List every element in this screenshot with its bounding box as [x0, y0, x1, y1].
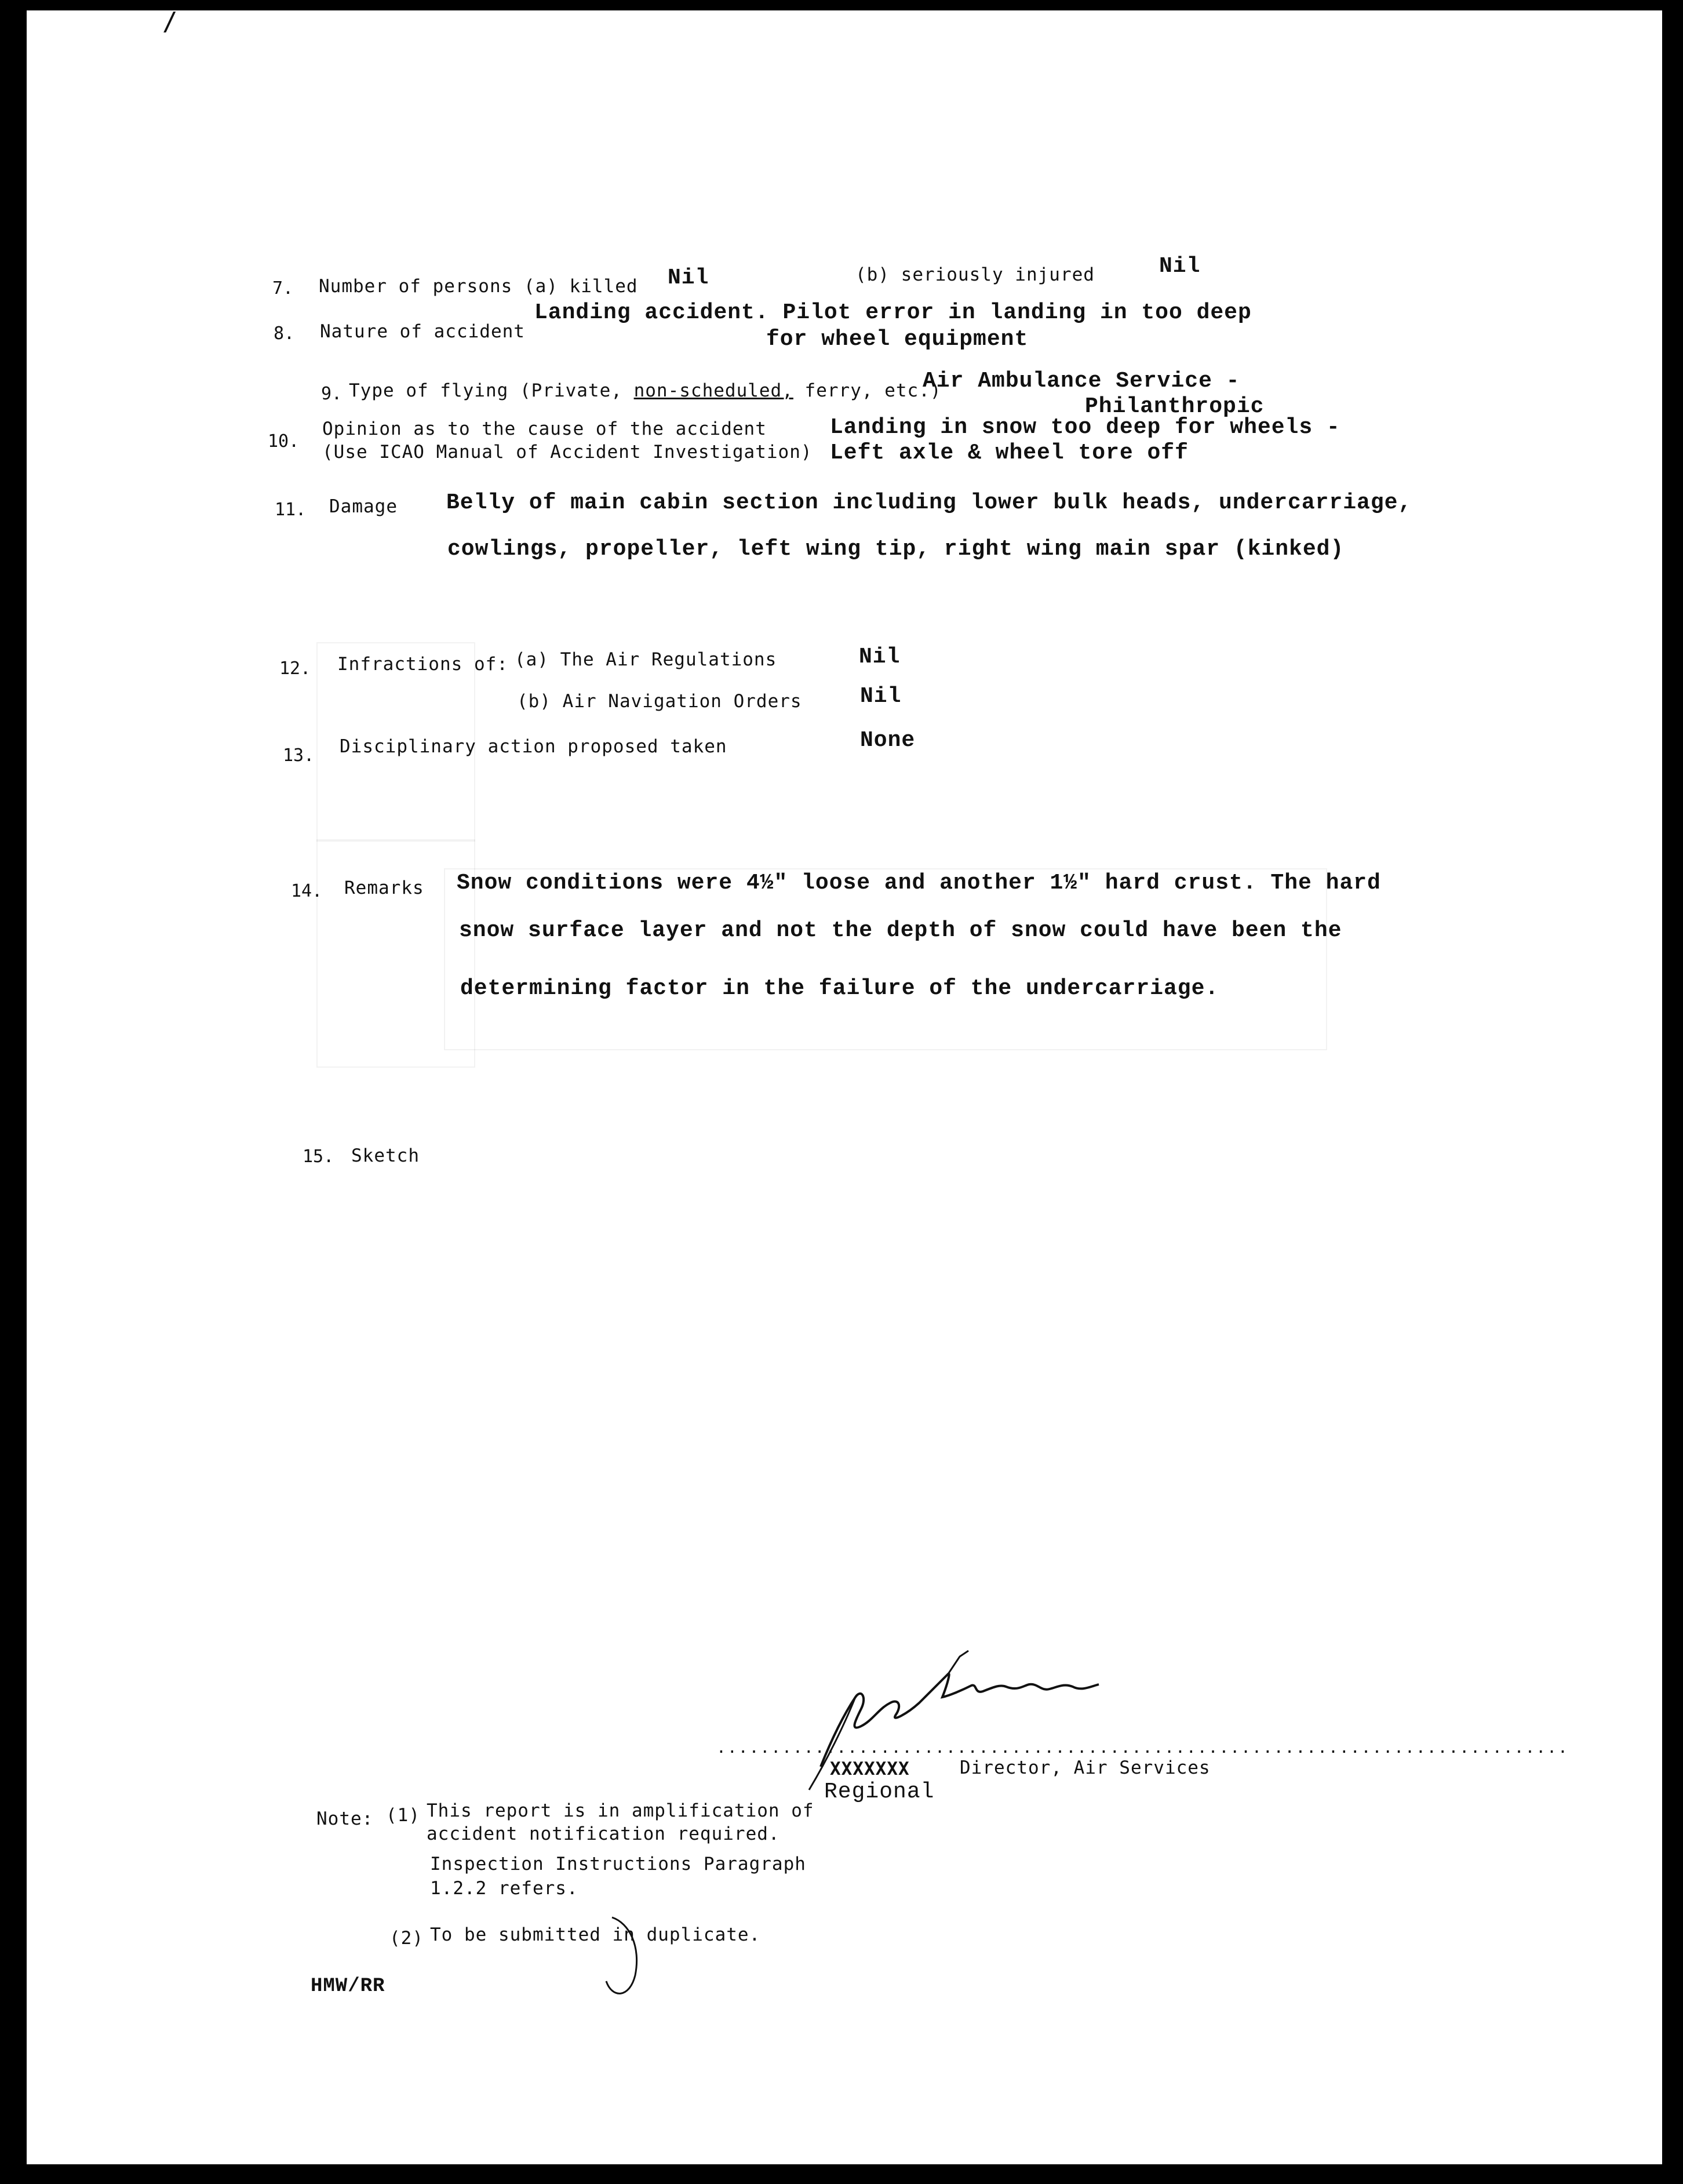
- item-11-value-line2: cowlings, propeller, left wing tip, right wing main spar (kinked): [447, 537, 1345, 562]
- item-12b-value: Nil: [860, 684, 902, 709]
- item-13-number: 13.: [283, 745, 315, 766]
- item-8-value-line2: for wheel equipment: [766, 327, 1029, 352]
- item-11-label: Damage: [329, 496, 398, 517]
- item-14-line2: snow surface layer and not the depth of snow could have been the: [459, 918, 1342, 943]
- margin-mark: /: [162, 7, 178, 37]
- item-9-label-post: ferry, etc.): [793, 380, 942, 401]
- item-14-label: Remarks: [344, 878, 424, 898]
- item-7-injured-label: (b) seriously injured: [855, 264, 1095, 285]
- item-11-number: 11.: [275, 500, 307, 520]
- item-10-label-line1: Opinion as to the cause of the accident: [322, 418, 767, 439]
- item-10-value-line2: Left axle & wheel tore off: [830, 441, 1189, 465]
- item-8-value-line1: Landing accident. Pilot error in landing in too deep: [534, 300, 1252, 325]
- item-15-label: Sketch: [351, 1145, 420, 1166]
- note-1-line3: Inspection Instructions Paragraph: [430, 1854, 806, 1874]
- signature-struck-word: XXXXXXX: [830, 1759, 910, 1779]
- note-label: Note:: [316, 1808, 374, 1829]
- item-9-label: [349, 380, 942, 401]
- item-8-number: 8.: [274, 323, 295, 344]
- signature-dotted-line: ..............................................................................: [716, 1738, 1569, 1757]
- item-10-number: 10.: [268, 431, 300, 452]
- item-7-injured-value: Nil: [1159, 254, 1201, 279]
- item-7-number: 7.: [272, 278, 294, 299]
- item-10-label-line2: (Use ICAO Manual of Accident Investigation): [322, 442, 813, 463]
- item-9-label-pre: Type of flying (Private,: [349, 380, 634, 401]
- note-1-line1: This report is in amplification of: [427, 1800, 814, 1821]
- item-9-label-underlined: non-scheduled,: [633, 380, 793, 401]
- item-14-line1: Snow conditions were 4½" loose and another 1½" hard crust. The hard: [457, 871, 1381, 896]
- item-12b-label: (b) Air Navigation Orders: [517, 691, 802, 712]
- handwritten-regional: Regional: [824, 1779, 935, 1804]
- item-9-number: 9.: [321, 384, 343, 404]
- item-12-label: Infractions of:: [337, 654, 508, 675]
- item-12a-value: Nil: [859, 645, 901, 669]
- item-9-value-line2: Philanthropic: [1085, 394, 1265, 419]
- note-1-line4: 1.2.2 refers.: [430, 1878, 578, 1899]
- item-9-value-line1: Air Ambulance Service -: [923, 369, 1240, 394]
- item-15-number: 15.: [303, 1146, 334, 1167]
- item-12-number: 12.: [279, 658, 311, 679]
- item-10-value-line1: Landing in snow too deep for wheels -: [830, 415, 1340, 440]
- item-14-number: 14.: [291, 881, 323, 901]
- reference-initials: HMW/RR: [311, 1975, 385, 1997]
- item-14-line3: determining factor in the failure of the undercarriage.: [460, 976, 1219, 1001]
- bleed-through-box: [444, 868, 1327, 1050]
- note-1-line2: accident notification required.: [427, 1823, 780, 1844]
- note-2-number: (2): [389, 1928, 424, 1949]
- item-11-value-line1: Belly of main cabin section including lower bulk heads, undercarriage,: [446, 490, 1412, 515]
- item-13-label: Disciplinary action proposed taken: [340, 736, 727, 757]
- item-12a-label: (a) The Air Regulations: [515, 649, 777, 670]
- signature-title: Director, Air Services: [960, 1757, 1211, 1778]
- handwritten-bracket-mark: [589, 1912, 682, 2004]
- item-7-killed-value: Nil: [668, 265, 709, 290]
- item-7-label: Number of persons (a) killed: [319, 276, 638, 297]
- document-page: [27, 7, 1662, 2164]
- item-13-value: None: [860, 728, 916, 753]
- item-8-label: Nature of accident: [320, 321, 525, 342]
- note-2-text: To be submitted in duplicate.: [430, 1924, 761, 1945]
- note-1-number: (1): [386, 1805, 420, 1826]
